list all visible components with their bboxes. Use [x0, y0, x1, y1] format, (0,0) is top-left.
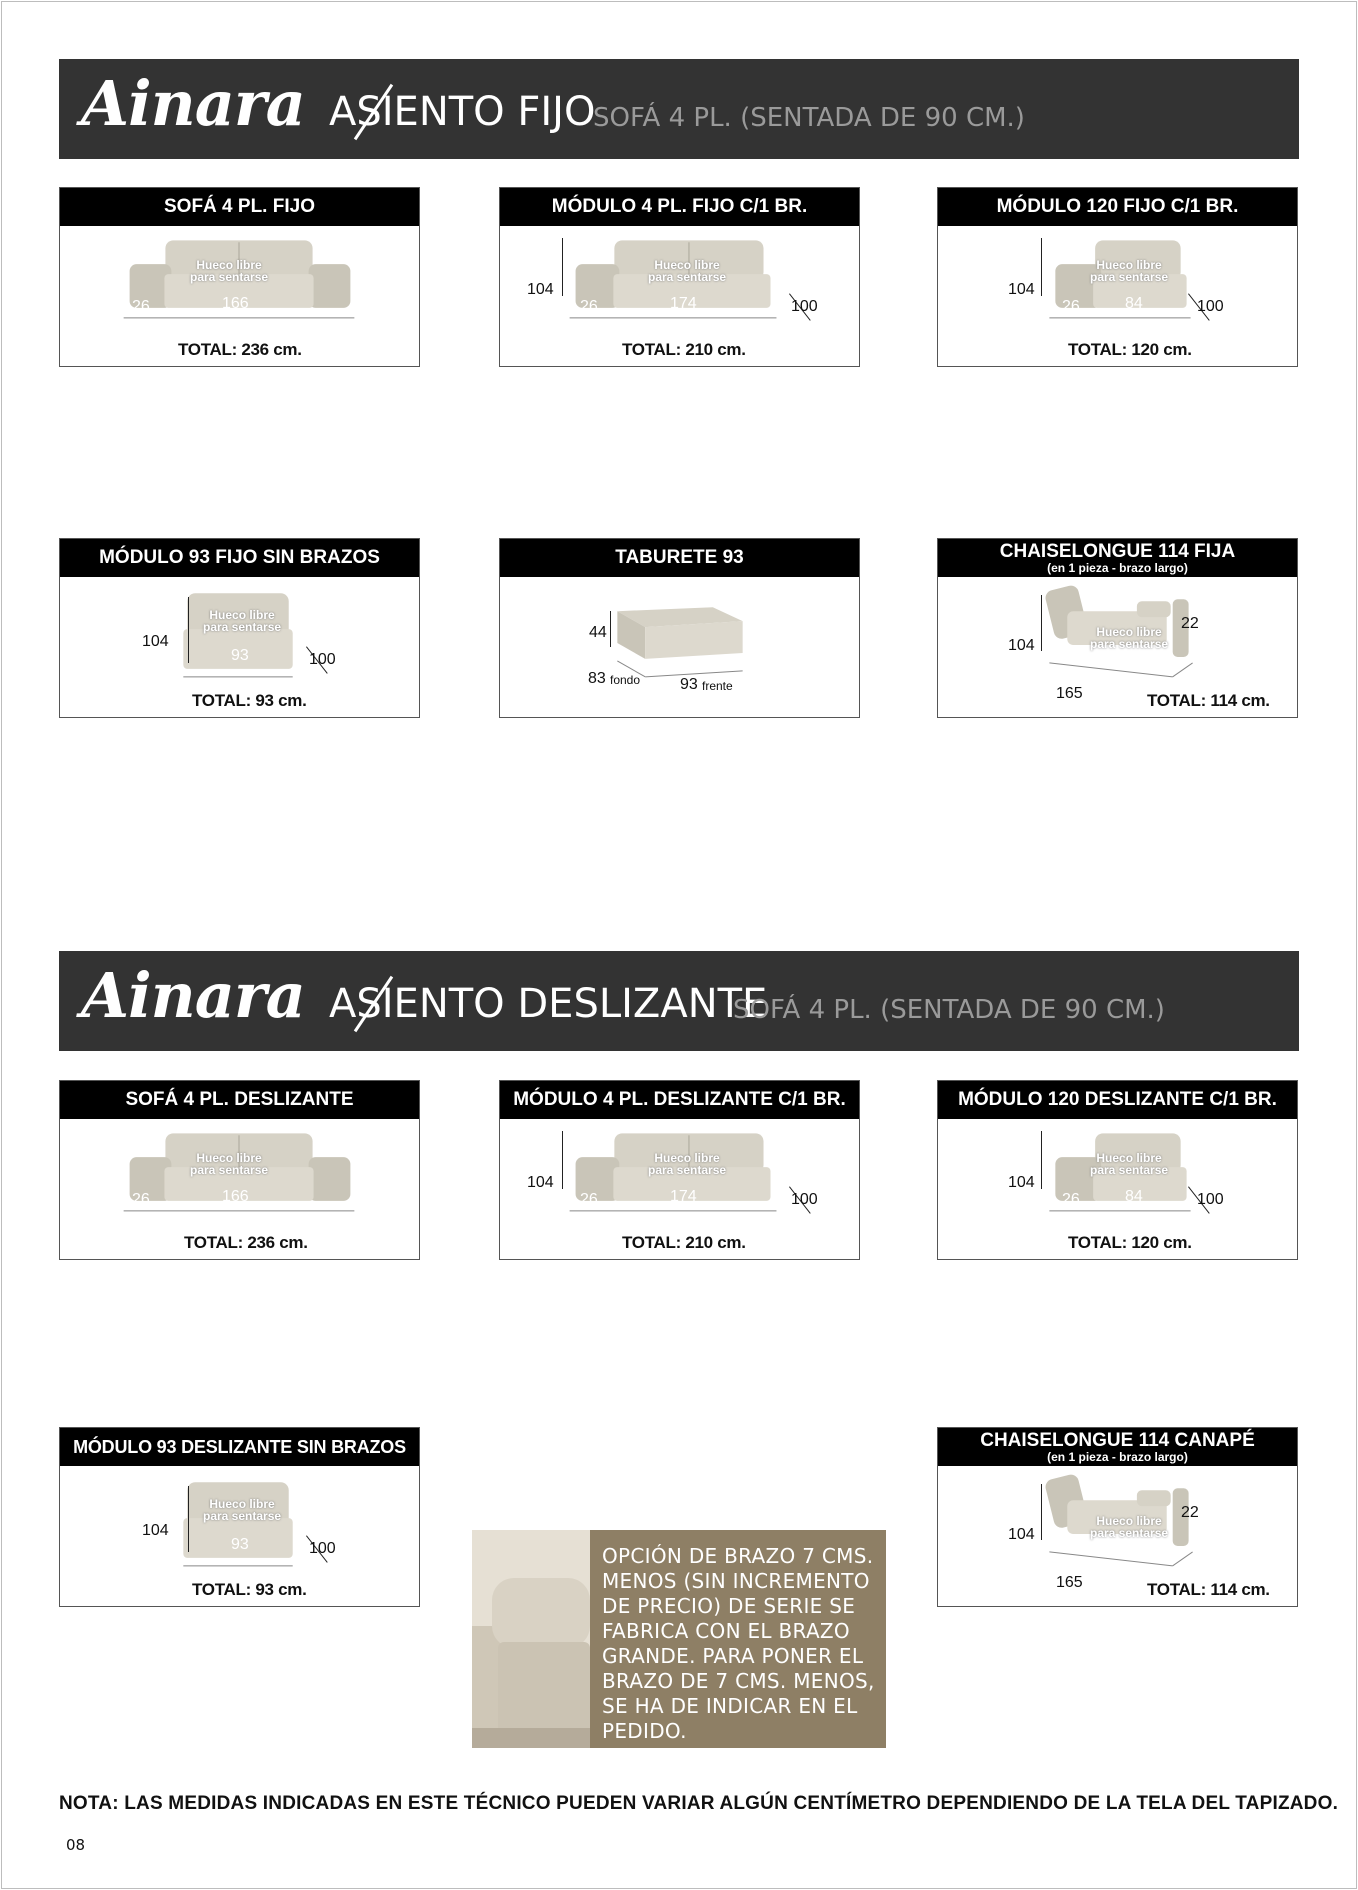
seat-width: 92 — [1155, 649, 1173, 666]
seat-width: 166 — [222, 295, 249, 312]
product-card-modulo-4pl-deslizante — [499, 1080, 860, 1260]
length: 165 — [1056, 1574, 1083, 1591]
card-title-sub: (en 1 pieza - brazo largo) — [1047, 1450, 1188, 1464]
product-card-taburete-93 — [499, 538, 860, 718]
total-width: TOTAL: 236 cm. — [184, 1233, 308, 1252]
taburete-illustration — [500, 577, 859, 718]
height-dimension-line — [1041, 1131, 1042, 1189]
arm-width: 26 — [132, 1191, 150, 1208]
card-title — [938, 539, 1297, 577]
total-width: TOTAL: 114 cm. — [1147, 1580, 1270, 1599]
depth: 100 — [1197, 1191, 1224, 1208]
total-width: TOTAL: 210 cm. — [622, 1233, 746, 1252]
height-dimension-line — [1041, 595, 1042, 651]
section1-subtitle: SOFÁ 4 PL. (SENTADA DE 90 CM.) — [593, 103, 1025, 133]
product-card-chaiselongue-114-fija — [937, 538, 1298, 718]
depth-word: fondo — [610, 673, 641, 687]
seat-width: 92 — [1155, 1538, 1173, 1555]
height-dimension-line — [188, 1486, 189, 1552]
depth: 100 — [791, 298, 818, 315]
total-width: TOTAL: 93 cm. — [192, 691, 307, 710]
height-dimension-line — [1041, 238, 1042, 296]
sofa-arm-photo — [472, 1530, 590, 1748]
card-title — [938, 1428, 1297, 1466]
arm-width: 22 — [1181, 1504, 1199, 1521]
height: 104 — [1008, 1526, 1035, 1543]
seat-width: 166 — [222, 1188, 249, 1205]
promo-text: OPCIÓN DE BRAZO 7 CMS. MENOS (SIN INCREMENTO DE PRECIO) DE SERIE SE FABRICA CON EL BRAZO GRANDE. PARA PONER EL BRAZO DE 7 CMS. MENOS, SE HA DE INDICAR EN EL PEDIDO. — [602, 1544, 875, 1743]
card-title: SOFÁ 4 PL. FIJO — [60, 188, 419, 226]
depth: 100 — [309, 1540, 336, 1557]
height-dimension-line — [562, 1131, 563, 1189]
card-title-sub: (en 1 pieza - brazo largo) — [1047, 561, 1188, 575]
hueco-label: Hueco libre para sentarse — [203, 1497, 282, 1523]
height: 104 — [142, 1522, 169, 1539]
section2-title: ASIENTO DESLIZANTE — [329, 981, 768, 1027]
card-title-main: CHAISELONGUE 114 FIJA — [999, 541, 1236, 562]
card-title: TABURETE 93 — [500, 539, 859, 577]
card-title: MÓDULO 93 DESLIZANTE SIN BRAZOS — [60, 1428, 419, 1466]
card-title: MÓDULO 120 DESLIZANTE C/1 BR. — [938, 1081, 1297, 1119]
arm-width: 26 — [1062, 1191, 1080, 1208]
height-dimension-line — [188, 597, 189, 663]
card-title: MÓDULO 4 PL. FIJO C/1 BR. — [500, 188, 859, 226]
section1-brand: Ainara — [81, 67, 305, 140]
product-card-chaiselongue-114-canape — [937, 1427, 1298, 1607]
arm-option-promo — [472, 1530, 886, 1748]
section1-title: ASIENTO FIJO — [329, 89, 596, 135]
seat-width: 174 — [670, 295, 697, 312]
arm-width: 22 — [1181, 615, 1199, 632]
arm-width: 26 — [580, 1191, 598, 1208]
hueco-label: Hueco libre para sentarse — [648, 1151, 727, 1177]
section1-banner — [59, 59, 1299, 159]
total-width: TOTAL: 93 cm. — [192, 1580, 307, 1599]
product-card-modulo-120-deslizante — [937, 1080, 1298, 1260]
total-width: TOTAL: 236 cm. — [178, 340, 302, 359]
product-card-modulo-120-fijo — [937, 187, 1298, 367]
height: 104 — [1008, 1174, 1035, 1191]
product-card-sofa-4pl-deslizante — [59, 1080, 420, 1260]
height-dimension-line — [1041, 1484, 1042, 1540]
front-word: frente — [702, 679, 733, 693]
product-card-modulo-93-deslizante — [59, 1427, 420, 1607]
product-card-modulo-93-fijo — [59, 538, 420, 718]
height-dimension-line — [562, 238, 563, 296]
total-width: TOTAL: 120 cm. — [1068, 1233, 1192, 1252]
arm-width: 26 — [580, 298, 598, 315]
depth: 100 — [791, 1191, 818, 1208]
seat-width: 84 — [1125, 1188, 1143, 1205]
depth: 100 — [1197, 298, 1224, 315]
height: 104 — [142, 633, 169, 650]
total-width: TOTAL: 114 cm. — [1147, 691, 1270, 710]
hueco-label: Hueco libre para sentarse — [190, 1151, 269, 1177]
page-number: 08 — [66, 1836, 86, 1854]
product-card-sofa-4pl-fijo — [59, 187, 420, 367]
card-title: MÓDULO 120 FIJO C/1 BR. — [938, 188, 1297, 226]
product-card-modulo-4pl-fijo — [499, 187, 860, 367]
card-title: MÓDULO 4 PL. DESLIZANTE C/1 BR. — [500, 1081, 859, 1119]
hueco-label: Hueco libre para sentarse — [1090, 1514, 1169, 1540]
section2-brand: Ainara — [81, 959, 305, 1032]
note-text: NOTA: LAS MEDIDAS INDICADAS EN ESTE TÉCNICO PUEDEN VARIAR ALGÚN CENTÍMETRO DEPENDIENDO DE LA TELA DEL TAPIZADO. — [59, 1793, 1339, 1814]
hueco-label: Hueco libre para sentarse — [203, 608, 282, 634]
total-width: TOTAL: 120 cm. — [1068, 340, 1192, 359]
arm-width: 26 — [1062, 298, 1080, 315]
height: 104 — [1008, 281, 1035, 298]
height-dimension-line — [610, 611, 611, 647]
section2-banner — [59, 951, 1299, 1051]
height: 104 — [1008, 637, 1035, 654]
depth-value: 83 — [588, 670, 606, 687]
seat-width: 93 — [231, 1536, 249, 1553]
arm-width: 26 — [132, 298, 150, 315]
seat-width: 93 — [231, 647, 249, 664]
hueco-label: Hueco libre para sentarse — [1090, 258, 1169, 284]
hueco-label: Hueco libre para sentarse — [1090, 625, 1169, 651]
height: 104 — [527, 281, 554, 298]
card-title: MÓDULO 93 FIJO SIN BRAZOS — [60, 539, 419, 577]
total-width: TOTAL: 210 cm. — [622, 340, 746, 359]
seat-width: 84 — [1125, 295, 1143, 312]
card-title-main: CHAISELONGUE 114 CANAPÉ — [980, 1430, 1255, 1451]
height: 44 — [589, 624, 607, 641]
card-title: SOFÁ 4 PL. DESLIZANTE — [60, 1081, 419, 1119]
hueco-label: Hueco libre para sentarse — [190, 258, 269, 284]
front-value: 93 — [680, 676, 698, 693]
section2-subtitle: SOFÁ 4 PL. (SENTADA DE 90 CM.) — [733, 995, 1165, 1025]
depth: 100 — [309, 651, 336, 668]
seat-width: 174 — [670, 1188, 697, 1205]
length: 165 — [1056, 685, 1083, 702]
hueco-label: Hueco libre para sentarse — [1090, 1151, 1169, 1177]
height: 104 — [527, 1174, 554, 1191]
hueco-label: Hueco libre para sentarse — [648, 258, 727, 284]
